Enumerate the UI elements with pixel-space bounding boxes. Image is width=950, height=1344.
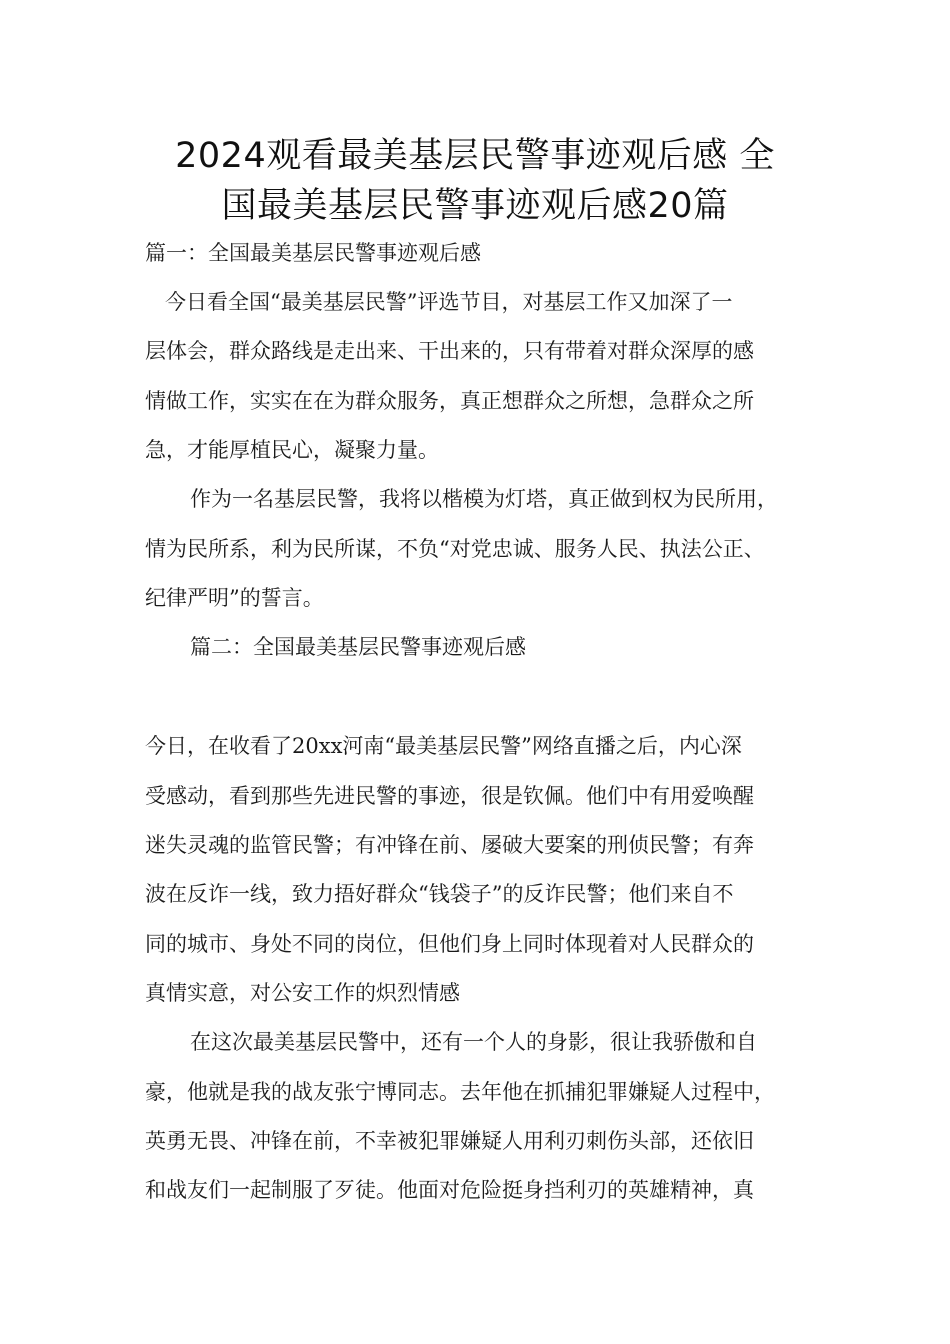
paragraph-4-line-2: 豪，他就是我的战友张宁博同志。去年他在抓捕犯罪嫌疑人过程中，: [145, 1080, 775, 1104]
paragraph-3-line-4: 波在反诈一线，致力捂好群众“钱袋子”的反诈民警；他们来自不: [145, 882, 734, 906]
paragraph-3-line-3: 迷失灵魂的监管民警；有冲锋在前、屡破大要案的刑侦民警；有奔: [145, 833, 754, 857]
document-title-line-2: 国最美基层民警事迹观后感20篇: [221, 186, 729, 226]
paragraph-4-line-1: 在这次最美基层民警中，还有一个人的身影，很让我骄傲和自: [190, 1030, 757, 1054]
document-title-line-1: 2024观看最美基层民警事迹观后感 全: [175, 136, 775, 176]
paragraph-2-line-3: 纪律严明”的誓言。: [145, 586, 324, 610]
paragraph-3-line-6: 真情实意，对公安工作的炽烈情感: [145, 981, 460, 1005]
paragraph-3-line-1: 今日，在收看了20xx河南“最美基层民警”网络直播之后，内心深: [145, 734, 742, 758]
paragraph-3-line-5: 同的城市、身处不同的岗位，但他们身上同时体现着对人民群众的: [145, 932, 754, 956]
paragraph-4-line-4: 和战友们一起制服了歹徒。他面对危险挺身挡利刃的英雄精神，真: [145, 1178, 754, 1202]
paragraph-2-line-1: 作为一名基层民警，我将以楷模为灯塔，真正做到权为民所用，: [190, 487, 778, 511]
paragraph-3-line-2: 受感动，看到那些先进民警的事迹，很是钦佩。他们中有用爱唤醒: [145, 784, 754, 808]
paragraph-1-line-3: 情做工作，实实在在为群众服务，真正想群众之所想，急群众之所: [145, 389, 754, 413]
section-heading-1: 篇一：全国最美基层民警事迹观后感: [145, 241, 481, 265]
paragraph-2-line-2: 情为民所系，利为民所谋，不负“对党忠诚、服务人民、执法公正、: [145, 537, 765, 561]
section-heading-2: 篇二：全国最美基层民警事迹观后感: [190, 635, 526, 659]
paragraph-1-line-2: 层体会，群众路线是走出来、干出来的，只有带着对群众深厚的感: [145, 339, 754, 363]
paragraph-1-line-4: 急，才能厚植民心，凝聚力量。: [145, 438, 439, 462]
paragraph-4-line-3: 英勇无畏、冲锋在前，不幸被犯罪嫌疑人用利刃刺伤头部，还依旧: [145, 1129, 754, 1153]
paragraph-1-line-1: 今日看全国“最美基层民警”评选节目，对基层工作又加深了一: [165, 290, 733, 314]
